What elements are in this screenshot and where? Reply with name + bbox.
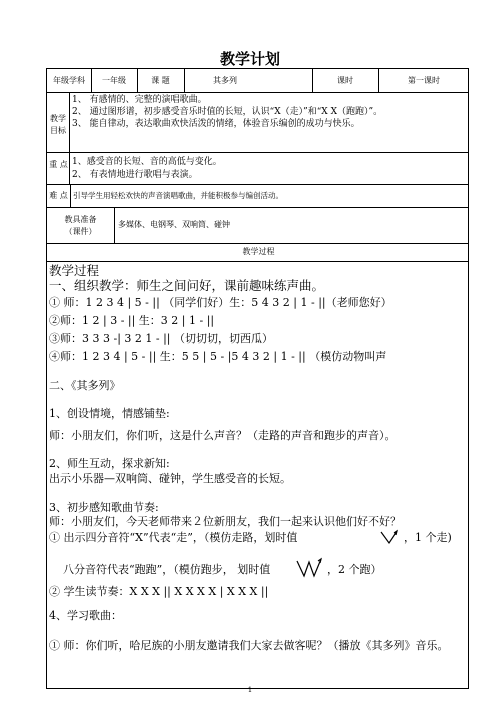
step2-text: 出示小乐器—双响筒、碰钟，学生感受音的长短。: [49, 472, 291, 485]
row-divider: [47, 92, 468, 93]
warmup-line-2: ②师：1 2 | 3 - || 生：3 2 | 1 - ||: [49, 314, 215, 327]
process-heading: 教学过程: [49, 263, 100, 278]
objectives-label-line2: 目标: [50, 126, 66, 135]
step3-quarter-note-b: ，1 个走): [404, 531, 452, 544]
rhythm-reading: ② 学生读节奏：X X X || X X X X | X X X ||: [49, 585, 269, 598]
row-divider: [47, 184, 468, 185]
step3-text: 师：小朋友们，今天老师带来２位新朋友，我们一起来认识他们好不好？: [49, 515, 401, 528]
row-divider: [47, 152, 468, 153]
key-point-item: 1、感受音的长短、音的高低与变化。: [72, 157, 222, 167]
objective-item: 2、 通过图形谱，初步感受音乐时值的长短，认识“X（走）”和“X X（跑跑）”。: [72, 107, 383, 117]
quarter-beat-icon: [379, 530, 399, 546]
difficulty-text: 引导学生用轻松欢快的声音演唱歌曲，并能积极参与编创活动。: [73, 191, 283, 200]
step4-heading: 4、学习歌曲：: [49, 609, 122, 622]
difficulty-label: 难 点: [49, 191, 68, 200]
materials-label-line2: （课件）: [64, 227, 97, 236]
key-points-label: 重 点: [49, 160, 68, 169]
key-point-item: 2、 有表情地进行歌唱与表演。: [72, 170, 198, 180]
col-divider: [69, 92, 70, 184]
period-value: 第一课时: [408, 76, 440, 85]
objectives-label-line1: 教学: [50, 114, 66, 123]
objective-item: 3、 能自律动，表达歌曲欢快活泼的情绪，体验音乐编创的成功与快乐。: [72, 119, 360, 129]
grade-value: 一年级: [102, 76, 126, 85]
row-divider: [47, 243, 468, 244]
col-divider: [70, 184, 71, 207]
step1-text: 师：小朋友们，你们听，这是什么声音？（走路的声音和跑步的声音）。: [49, 429, 396, 442]
step2-heading: 2、师生互动，探求新知:: [49, 457, 170, 470]
row-divider: [47, 207, 468, 208]
col-divider: [114, 207, 115, 243]
eighth-beat-icon: [294, 557, 324, 579]
warmup-line-1: ① 师：1 2 3 4 | 5 - || （同学们好）生：5 4 3 2 | 1 - ||（老师您好）: [49, 296, 392, 309]
objective-item: 1、 有感情的、完整的演唱歌曲。: [72, 95, 207, 105]
step3-eighth-note-a: 八分音符代表“跑跑”，（模仿跑步， 划时值: [63, 563, 271, 576]
materials-text: 多媒体、电钢琴、双响筒、碰钟: [118, 220, 230, 229]
period-label: 课时: [337, 76, 353, 85]
step1-heading: 1、创设情境，情感铺垫:: [49, 407, 170, 420]
topic-label: 课 题: [151, 76, 170, 85]
process-header: 教学过程: [242, 247, 275, 256]
lesson-plan-table: [46, 68, 469, 689]
part2-heading: 二、《其多列》: [49, 379, 121, 392]
warmup-line-3: ③师：3 3 3 -| 3 2 1 - || （切切切，切西瓜）: [49, 332, 274, 345]
topic-value: 其多列: [213, 76, 237, 85]
warmup-line-4: ④师：1 2 3 4 | 5 - || 生：5 5 | 5 - |5 4 3 2 | 1 - || （模仿动物叫声: [49, 350, 387, 363]
step3-quarter-note-a: ① 出示四分音符“X”代表“走”，（模仿走路，划时值: [49, 531, 298, 544]
subject-label: 年级学科: [53, 76, 85, 85]
row-divider: [47, 261, 468, 262]
step4-text: ① 师：你们听，哈尼族的小朋友邀请我们大家去做客呢？（播放《其多列》音乐。: [49, 639, 449, 652]
document-title: 教学计划: [219, 50, 280, 68]
part1-heading: 一、组织教学：师生之间问好，课前趣味练声曲。: [49, 278, 325, 293]
step3-eighth-note-b: ，2 个跑）: [327, 563, 382, 576]
col-divider: [184, 69, 185, 92]
page-number: 1: [247, 686, 253, 694]
step3-heading: 3、初步感知歌曲节奏:: [49, 501, 159, 514]
materials-label-line1: 教具准备: [64, 215, 97, 224]
